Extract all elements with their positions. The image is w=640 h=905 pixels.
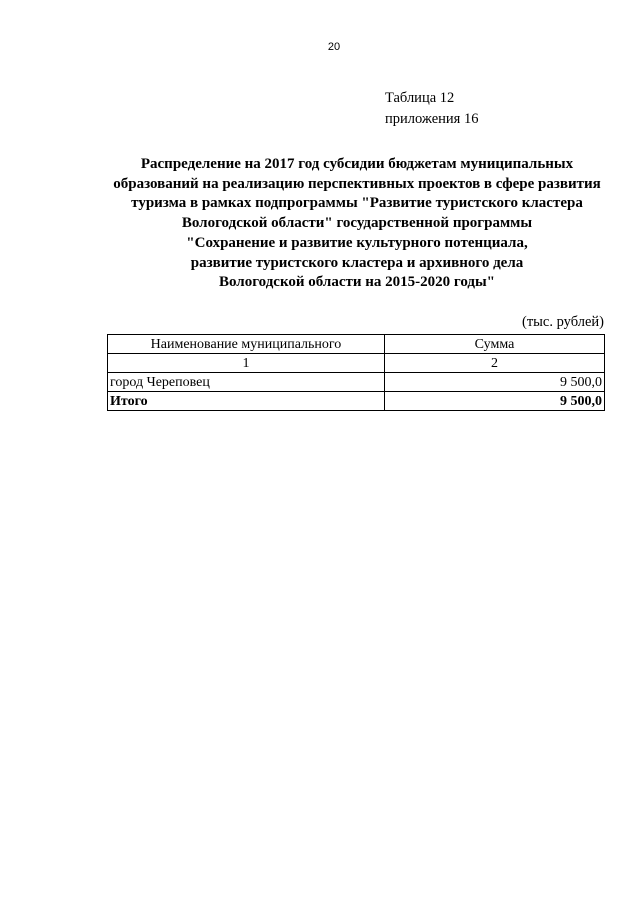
title-line: "Сохранение и развитие культурного потенциала, [186,234,528,251]
title-line: образований на реализацию перспективных проектов в сфере развития [113,175,601,192]
total-row [108,392,605,411]
page-number: 20 [327,41,341,53]
title-line: Вологодской области" государственной программы [181,215,533,232]
header-municipality: Наименование муниципального [108,335,385,354]
total-label: Итого [108,392,385,411]
table-row [108,373,605,392]
table-reference-appendix: приложения 16 [385,111,479,127]
row-amount: 9 500,0 [385,373,605,392]
table-header-row [108,335,605,354]
table-reference [385,88,478,130]
total-amount: 9 500,0 [385,392,605,411]
title-line: Вологодской области на 2015-2020 годы" [218,274,496,291]
column-number-2: 2 [385,354,605,373]
title-line: развитие туристского кластера и архивного дела [190,254,524,271]
column-number-row [108,354,605,373]
column-number-1: 1 [108,354,385,373]
subsidy-table [107,334,605,411]
row-municipality-name: город Череповец [108,373,385,392]
header-amount: Сумма [385,335,605,354]
document-title [107,155,607,293]
table-reference-number: Таблица 12 [385,90,455,106]
title-line: Распределение на 2017 год субсидии бюджетам муниципальных [140,156,574,172]
title-line: туризма в рамках подпрограммы "Развитие туристского кластера [131,195,583,212]
units-label: (тыс. рублей) [522,314,604,330]
